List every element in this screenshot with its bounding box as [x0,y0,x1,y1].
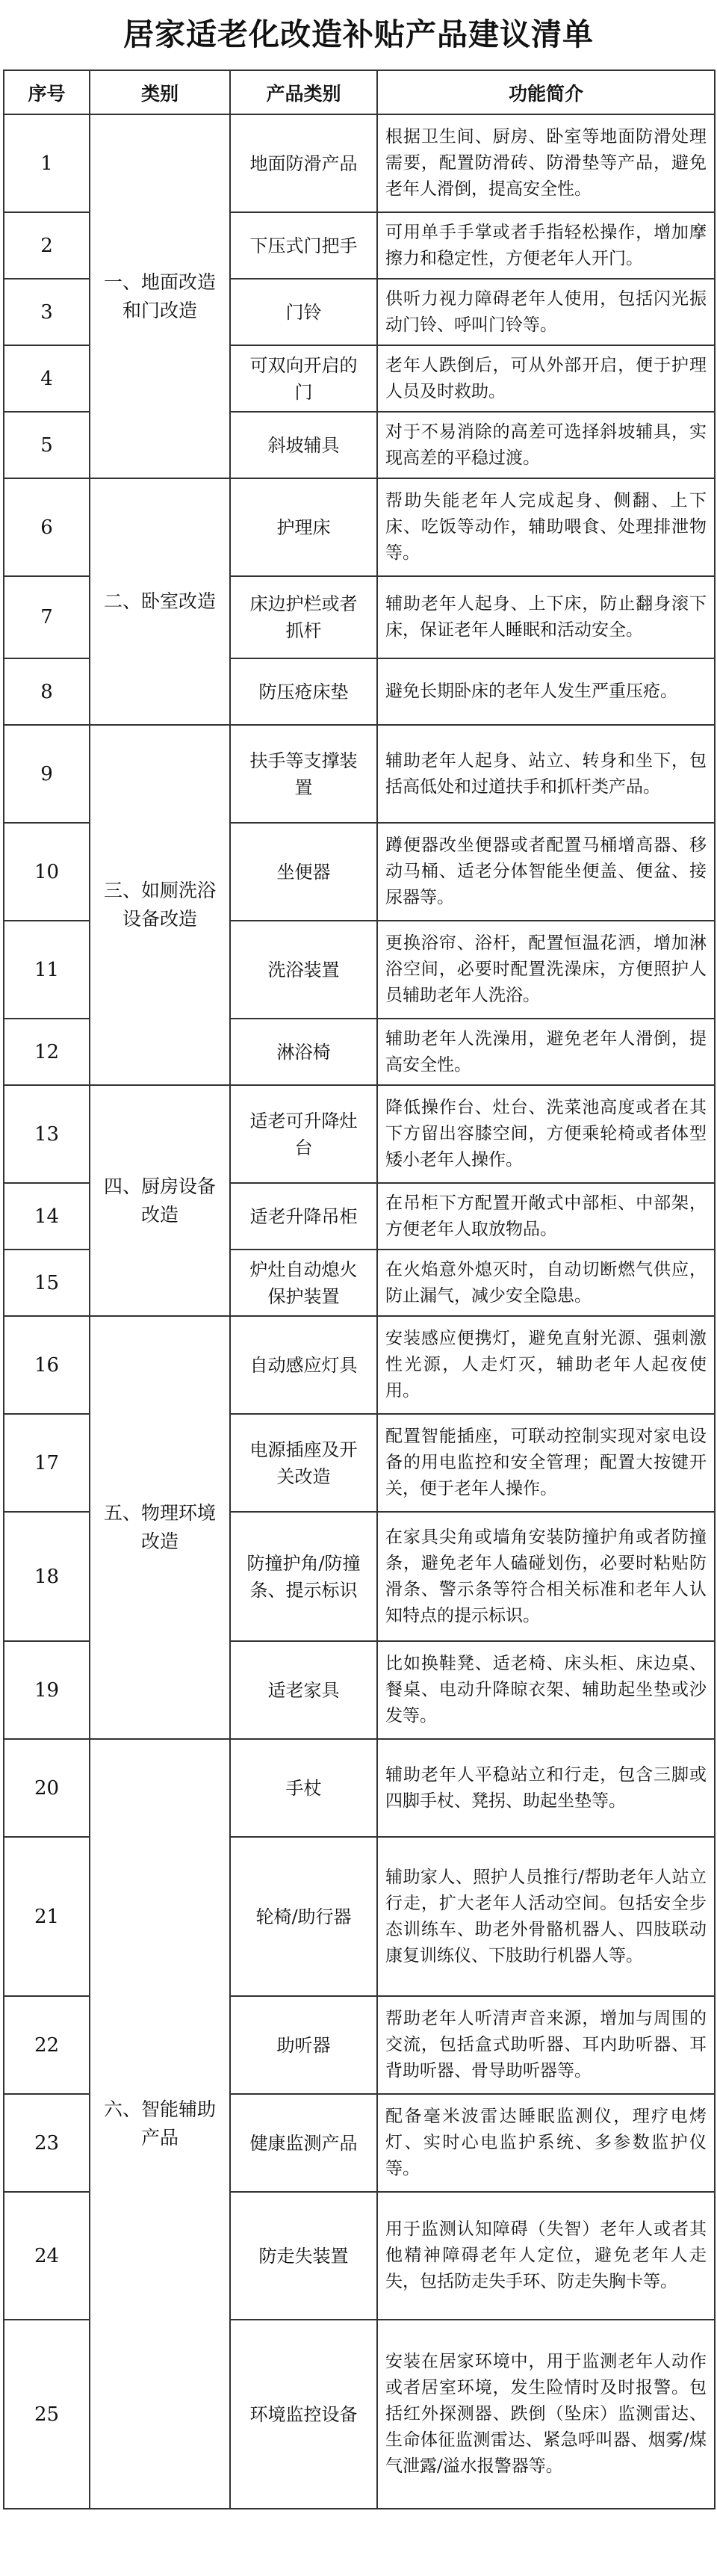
row-num: 12 [4,1019,90,1085]
row-num: 21 [4,1837,90,1996]
row-num: 23 [4,2094,90,2192]
product-type: 下压式门把手 [230,212,377,279]
product-type: 防压疮床垫 [230,658,377,725]
table-row [4,1085,715,1183]
page-title: 居家适老化改造补贴产品建议清单 [123,16,594,52]
row-num: 24 [4,2192,90,2320]
category-cell: 二、卧室改造 [90,478,230,725]
function-desc: 辅助老年人起身、上下床，防止翻身滚下床，保证老年人睡眠和活动安全。 [377,576,715,658]
row-num: 14 [4,1183,90,1250]
header-category: 类别 [90,70,230,114]
row-num: 1 [4,114,90,212]
function-desc: 在吊柜下方配置开敞式中部柜、中部架，方便老年人取放物品。 [377,1183,715,1250]
row-num: 25 [4,2320,90,2509]
row-num: 10 [4,823,90,921]
header-product: 产品类别 [230,70,377,114]
product-type: 门铃 [230,279,377,345]
table-row [4,1739,715,1837]
function-desc: 辅助老年人平稳站立和行走，包含三脚或四脚手杖、凳拐、助起坐垫等。 [377,1739,715,1837]
row-num: 19 [4,1641,90,1739]
subsidy-product-table [3,70,716,2509]
function-desc: 辅助老年人洗澡用，避免老年人滑倒，提高安全性。 [377,1019,715,1085]
category-cell: 四、厨房设备改造 [90,1085,230,1316]
product-type: 扶手等支撑装置 [230,725,377,823]
function-desc: 蹲便器改坐便器或者配置马桶增高器、移动马桶、适老分体智能坐便盖、便盆、接尿器等。 [377,823,715,921]
function-desc: 辅助家人、照护人员推行/帮助老年人站立行走，扩大老年人活动空间。包括安全步态训练车、助老外骨骼机器人、四肢联动康复训练仪、下肢助行机器人等。 [377,1837,715,1996]
row-num: 6 [4,478,90,576]
product-type: 炉灶自动熄火保护装置 [230,1250,377,1316]
function-desc: 可用单手手掌或者手指轻松操作，增加摩擦力和稳定性，方便老年人开门。 [377,212,715,279]
category-cell: 六、智能辅助产品 [90,1739,230,2509]
function-desc: 帮助失能老年人完成起身、侧翻、上下床、吃饭等动作，辅助喂食、处理排泄物等。 [377,478,715,576]
row-num: 16 [4,1316,90,1414]
row-num: 22 [4,1996,90,2094]
function-desc: 用于监测认知障碍（失智）老年人或者其他精神障碍老年人定位，避免老年人走失，包括防走失手环、防走失胸卡等。 [377,2192,715,2320]
row-num: 7 [4,576,90,658]
product-type: 洗浴装置 [230,921,377,1019]
product-type: 可双向开启的门 [230,345,377,412]
table-header-row [4,70,715,114]
row-num: 20 [4,1739,90,1837]
product-type: 地面防滑产品 [230,114,377,212]
row-num: 11 [4,921,90,1019]
category-cell: 五、物理环境改造 [90,1316,230,1739]
row-num: 15 [4,1250,90,1316]
function-desc: 避免长期卧床的老年人发生严重压疮。 [377,658,715,725]
function-desc: 安装感应便携灯，避免直射光源、强刺激性光源，人走灯灭，辅助老年人起夜使用。 [377,1316,715,1414]
function-desc: 帮助老年人听清声音来源，增加与周围的交流，包括盒式助听器、耳内助听器、耳背助听器、骨导助听器等。 [377,1996,715,2094]
product-type: 斜坡辅具 [230,412,377,478]
function-desc: 在火焰意外熄灭时，自动切断燃气供应，防止漏气，减少安全隐患。 [377,1250,715,1316]
product-type: 坐便器 [230,823,377,921]
category-cell: 三、如厕洗浴设备改造 [90,725,230,1085]
product-type: 防走失装置 [230,2192,377,2320]
row-num: 3 [4,279,90,345]
row-num: 8 [4,658,90,725]
product-type: 轮椅/助行器 [230,1837,377,1996]
row-num: 4 [4,345,90,412]
product-type: 适老家具 [230,1641,377,1739]
product-type: 助听器 [230,1996,377,2094]
row-num: 13 [4,1085,90,1183]
product-type: 健康监测产品 [230,2094,377,2192]
function-desc: 降低操作台、灶台、洗菜池高度或者在其下方留出容膝空间，方便乘轮椅或者体型矮小老年人操作。 [377,1085,715,1183]
function-desc: 辅助老年人起身、站立、转身和坐下，包括高低处和过道扶手和抓杆类产品。 [377,725,715,823]
product-type: 防撞护角/防撞条、提示标识 [230,1512,377,1641]
function-desc: 老年人跌倒后，可从外部开启，便于护理人员及时救助。 [377,345,715,412]
function-desc: 配备毫米波雷达睡眠监测仪，理疗电烤灯、实时心电监护系统、多参数监护仪等。 [377,2094,715,2192]
function-desc: 在家具尖角或墙角安装防撞护角或者防撞条，避免老年人磕碰划伤，必要时粘贴防滑条、警示条等符合相关标准和老年人认知特点的提示标识。 [377,1512,715,1641]
header-num: 序号 [4,70,90,114]
product-type: 床边护栏或者抓杆 [230,576,377,658]
table-row [4,1316,715,1414]
product-type: 电源插座及开关改造 [230,1414,377,1512]
product-type: 手杖 [230,1739,377,1837]
category-cell: 一、地面改造和门改造 [90,114,230,478]
function-desc: 安装在居家环境中，用于监测老年人动作或者居室环境，发生险情时及时报警。包括红外探测器、跌倒（坠床）监测雷达、生命体征监测雷达、紧急呼叫器、烟雾/煤气泄露/溢水报警器等。 [377,2320,715,2509]
function-desc: 配置智能插座，可联动控制实现对家电设备的用电监控和安全管理；配置大按键开关，便于老年人操作。 [377,1414,715,1512]
function-desc: 比如换鞋凳、适老椅、床头柜、床边桌、餐桌、电动升降晾衣架、辅助起坐垫或沙发等。 [377,1641,715,1739]
product-type: 淋浴椅 [230,1019,377,1085]
header-function: 功能简介 [377,70,715,114]
function-desc: 根据卫生间、厨房、卧室等地面防滑处理需要，配置防滑砖、防滑垫等产品，避免老年人滑倒，提高安全性。 [377,114,715,212]
product-type: 适老升降吊柜 [230,1183,377,1250]
row-num: 17 [4,1414,90,1512]
product-type: 适老可升降灶台 [230,1085,377,1183]
function-desc: 更换浴帘、浴杆，配置恒温花洒，增加淋浴空间，必要时配置洗澡床，方便照护人员辅助老年人洗浴。 [377,921,715,1019]
function-desc: 对于不易消除的高差可选择斜坡辅具，实现高差的平稳过渡。 [377,412,715,478]
row-num: 5 [4,412,90,478]
table-row [4,725,715,823]
row-num: 2 [4,212,90,279]
product-type: 自动感应灯具 [230,1316,377,1414]
row-num: 18 [4,1512,90,1641]
product-type: 环境监控设备 [230,2320,377,2509]
function-desc: 供听力视力障碍老年人使用，包括闪光振动门铃、呼叫门铃等。 [377,279,715,345]
table-row [4,114,715,212]
product-type: 护理床 [230,478,377,576]
table-row [4,478,715,576]
row-num: 9 [4,725,90,823]
